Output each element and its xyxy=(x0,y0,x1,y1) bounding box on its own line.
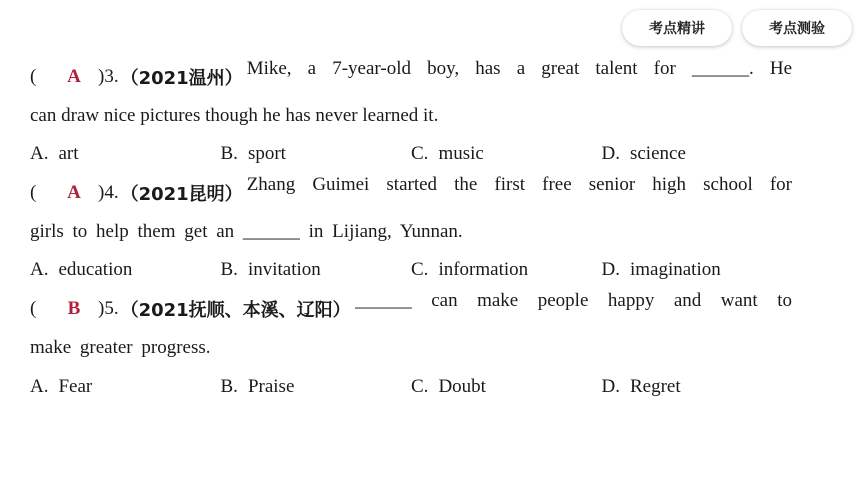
question-3-prefix xyxy=(30,64,247,90)
answer-3: A xyxy=(67,66,81,88)
question-3-line-2: can draw nice pictures though he has never learned it. xyxy=(30,104,439,126)
question-3-source: （2021温州） xyxy=(120,68,243,90)
option-letter: C. xyxy=(411,375,429,397)
option-a xyxy=(30,135,221,174)
question-3-text: Mike, a 7-year-old boy, has a great talent for ______. He xyxy=(246,58,792,79)
option-text: art xyxy=(58,143,79,165)
option-letter: A. xyxy=(30,375,49,397)
option-letter: B. xyxy=(220,259,238,281)
option-text: imagination xyxy=(629,259,721,281)
option-text: science xyxy=(629,143,686,165)
option-b xyxy=(221,251,412,290)
option-d xyxy=(602,251,793,290)
option-c xyxy=(411,251,602,290)
question-4-source: （2021昆明） xyxy=(120,184,243,206)
option-letter: A. xyxy=(30,259,49,281)
question-number-5: )5. xyxy=(98,298,119,320)
option-letter: D. xyxy=(601,259,620,281)
option-text: Doubt xyxy=(438,375,486,397)
question-4-prefix xyxy=(30,180,247,206)
question-number-3: )3. xyxy=(98,66,119,88)
answer-4: A xyxy=(67,182,81,204)
question-number-4: )4. xyxy=(98,182,119,204)
question-5-source: （2021抚顺、本溪、辽阳） xyxy=(120,300,351,322)
question-3-line-1 xyxy=(30,58,792,97)
question-5-prefix xyxy=(30,296,355,322)
option-letter: C. xyxy=(411,143,429,165)
question-4-line-2: girls to help them get an ______ in Lijiang, Yunnan. xyxy=(30,220,463,242)
question-4-line-1 xyxy=(30,174,792,213)
question-4-options xyxy=(30,251,792,290)
top-nav xyxy=(622,10,852,46)
option-d xyxy=(602,135,793,174)
option-letter: B. xyxy=(220,143,238,165)
answer-5: B xyxy=(67,298,81,320)
option-d xyxy=(602,368,793,407)
question-3-options xyxy=(30,135,792,174)
key-points-quiz-button[interactable]: 考点测验 xyxy=(742,10,852,46)
option-text: Fear xyxy=(58,375,93,397)
option-text: music xyxy=(438,143,484,165)
option-letter: B. xyxy=(220,375,238,397)
option-b xyxy=(221,135,412,174)
question-5-line-2: make greater progress. xyxy=(30,336,211,358)
exercise-content xyxy=(30,58,792,406)
option-text: education xyxy=(58,259,133,281)
option-a xyxy=(30,251,221,290)
option-text: invitation xyxy=(247,259,321,281)
question-5-options xyxy=(30,368,792,407)
option-b xyxy=(221,368,412,407)
key-points-lecture-button[interactable]: 考点精讲 xyxy=(622,10,732,46)
option-letter: A. xyxy=(30,143,49,165)
option-text: information xyxy=(438,259,529,281)
question-5-text: ______ can make people happy and want to xyxy=(354,290,792,312)
option-a xyxy=(30,368,221,407)
option-letter: D. xyxy=(601,143,620,165)
option-c xyxy=(411,368,602,407)
option-text: Praise xyxy=(247,375,295,397)
paren-open: ( xyxy=(30,182,37,204)
option-c xyxy=(411,135,602,174)
paren-open: ( xyxy=(30,66,37,88)
option-text: sport xyxy=(247,143,286,165)
option-text: Regret xyxy=(629,375,681,397)
option-letter: D. xyxy=(601,375,620,397)
question-5-line-1 xyxy=(30,290,792,329)
option-letter: C. xyxy=(411,259,429,281)
question-4-text: Zhang Guimei started the first free senior high school for xyxy=(246,174,792,196)
paren-open: ( xyxy=(30,298,37,320)
